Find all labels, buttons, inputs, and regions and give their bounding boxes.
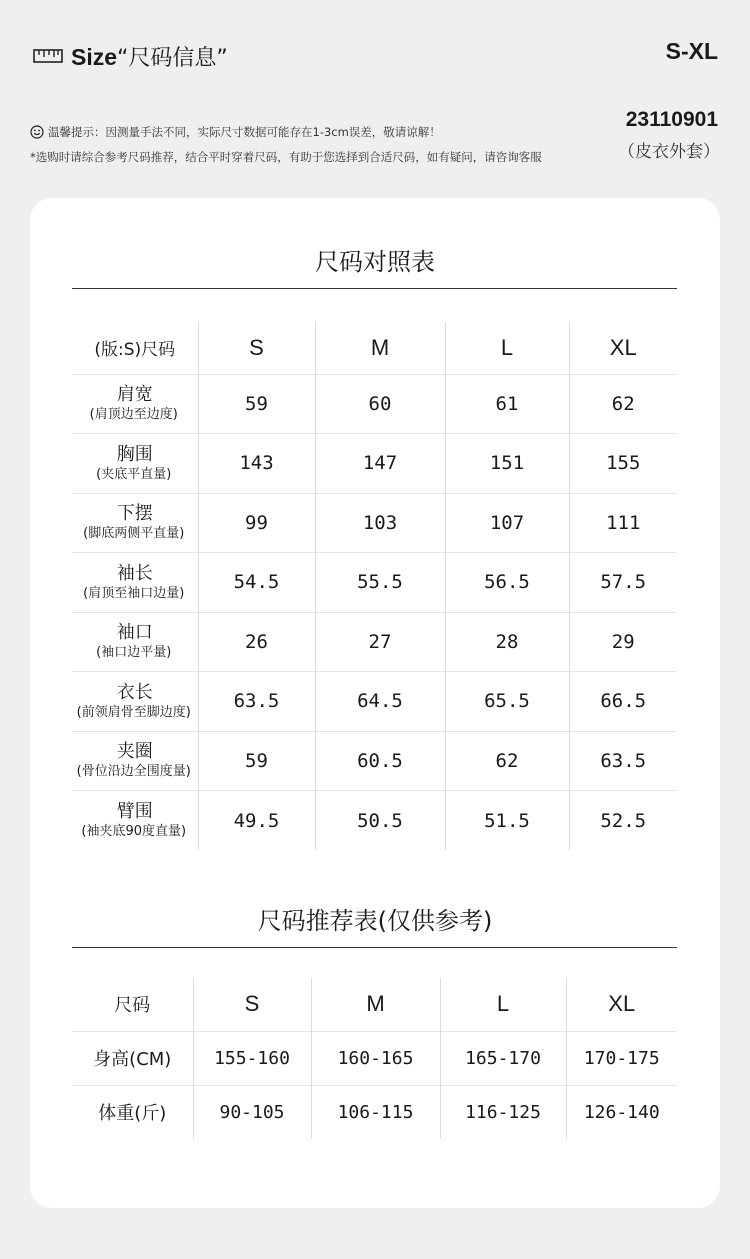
measurement-method: (夹底平直量) (96, 466, 172, 482)
size-chart-row (72, 672, 677, 732)
measurement-value: 63.5 (569, 731, 677, 791)
measurement-value: 65.5 (445, 672, 569, 732)
measurement-name: 肩宽 (116, 384, 153, 406)
measurement-method: (袖口边平量) (96, 645, 172, 661)
recommend-chart-header-row (72, 978, 677, 1031)
product-type: （皮衣外套） (618, 142, 720, 162)
measurement-value: 59 (198, 374, 315, 434)
measurement-value: 54.5 (198, 553, 315, 613)
measurement-label (72, 493, 198, 553)
size-header-l: L (445, 322, 569, 374)
measurement-value: 151 (445, 434, 569, 494)
recommend-chart-title: 尺码推荐表(仅供参考) (257, 907, 493, 935)
measurement-value: 99 (198, 493, 315, 553)
size-chart-divider (72, 288, 677, 289)
measurement-value: 60 (315, 374, 445, 434)
measurement-value: 107 (445, 493, 569, 553)
recommend-value: 155-160 (193, 1031, 311, 1085)
recommend-value: 126-140 (566, 1085, 677, 1139)
measurement-label (72, 374, 198, 434)
size-chart-row (72, 553, 677, 613)
tip-line-1 (30, 124, 441, 140)
size-chart-row (72, 493, 677, 553)
measurement-value: 26 (198, 612, 315, 672)
measurement-value: 147 (315, 434, 445, 494)
size-chart-title: 尺码对照表 (315, 248, 435, 276)
measurement-method: (肩顶边至边度) (89, 407, 178, 423)
measurement-value: 143 (198, 434, 315, 494)
measurement-method: (骨位沿边全围度量) (76, 764, 191, 780)
recommend-chart-divider (72, 947, 677, 948)
recommend-value: 90-105 (193, 1085, 311, 1139)
measurement-value: 63.5 (198, 672, 315, 732)
size-header-s: S (198, 322, 315, 374)
measurement-label (72, 612, 198, 672)
measurement-value: 62 (445, 731, 569, 791)
measurement-method: (脚底两侧平直量) (83, 526, 185, 542)
size-subtitle: “尺码信息” (117, 46, 228, 71)
size-chart-row (72, 612, 677, 672)
measurement-name: 夹圈 (116, 741, 153, 763)
smile-icon (30, 125, 44, 139)
measurement-value: 64.5 (315, 672, 445, 732)
recommend-value: 106-115 (311, 1085, 440, 1139)
measurement-value: 52.5 (569, 791, 677, 851)
size-chart-header-row (72, 322, 677, 374)
measurement-name: 臂围 (116, 801, 153, 822)
measurement-value: 111 (569, 493, 677, 553)
measurement-label (72, 672, 198, 732)
size-range: S-XL (665, 38, 718, 64)
measurement-value: 28 (445, 612, 569, 672)
recommend-chart-row (72, 1031, 677, 1085)
measurement-value: 103 (315, 493, 445, 553)
recommend-label: 体重(斤) (72, 1085, 193, 1139)
recommend-value: 160-165 (311, 1031, 440, 1085)
tip-text-1: 温馨提示：因测量手法不同，实际尺寸数据可能存在1-3cm误差，敬请谅解！ (48, 125, 441, 139)
size-header-xl: XL (609, 334, 637, 360)
measurement-value: 59 (198, 731, 315, 791)
size-title (71, 41, 228, 72)
size-word: Size (71, 44, 118, 70)
measurement-label (72, 731, 198, 791)
measurement-value: 61 (445, 374, 569, 434)
recommend-label: 身高(CM) (72, 1031, 193, 1085)
measurement-value: 51.5 (445, 791, 569, 851)
measurement-value: 49.5 (198, 791, 315, 851)
measurement-value: 155 (569, 434, 677, 494)
measurement-value: 56.5 (445, 553, 569, 613)
measurement-value: 62 (569, 374, 677, 434)
measurement-value: 55.5 (315, 553, 445, 613)
measurement-value: 57.5 (569, 553, 677, 613)
measurement-method: (前领肩骨至脚边度) (76, 704, 191, 720)
measurement-value: 27 (315, 612, 445, 672)
recommend-header-l: L (440, 978, 566, 1031)
measurement-value: 50.5 (315, 791, 445, 851)
measurement-method: (肩顶至袖口边量) (83, 585, 185, 601)
size-chart-row (72, 434, 677, 494)
recommend-chart-row (72, 1085, 677, 1139)
measurement-name: 袖长 (116, 562, 153, 584)
tip-line-2: *选购时请综合参考尺码推荐，结合平时穿着尺码，有助于您选择到合适尺码，如有疑问，请咨询客服 (30, 150, 542, 164)
recommend-value: 165-170 (440, 1031, 566, 1085)
recommend-value: 170-175 (566, 1031, 677, 1085)
measurement-name: 衣长 (116, 681, 153, 703)
measurement-name: 下摆 (116, 503, 153, 525)
recommend-header-s: S (193, 978, 311, 1031)
measurement-value: 66.5 (569, 672, 677, 732)
recommend-value: 116-125 (440, 1085, 566, 1139)
product-code: 23110901 (625, 108, 718, 131)
measurement-label (72, 791, 198, 851)
recommend-header-xl: XL (608, 991, 636, 1017)
size-chart-header-label: (版:S)尺码 (72, 322, 198, 374)
measurement-value: 29 (569, 612, 677, 672)
recommend-chart-header-label: 尺码 (72, 978, 193, 1031)
measurement-name: 胸围 (116, 443, 153, 465)
measurement-name: 袖口 (116, 622, 153, 644)
recommend-header-m: M (311, 978, 440, 1031)
measurement-label (72, 434, 198, 494)
recommend-chart-table (72, 978, 677, 1139)
size-card (30, 198, 720, 1208)
measurement-label (72, 553, 198, 613)
ruler-icon (33, 47, 63, 65)
size-chart-row (72, 731, 677, 791)
size-header-m: M (315, 322, 445, 374)
size-chart-row (72, 374, 677, 434)
measurement-method: (袖夹底90度直量) (81, 824, 187, 839)
size-chart-row (72, 791, 677, 851)
size-chart-table (72, 322, 677, 850)
measurement-value: 60.5 (315, 731, 445, 791)
